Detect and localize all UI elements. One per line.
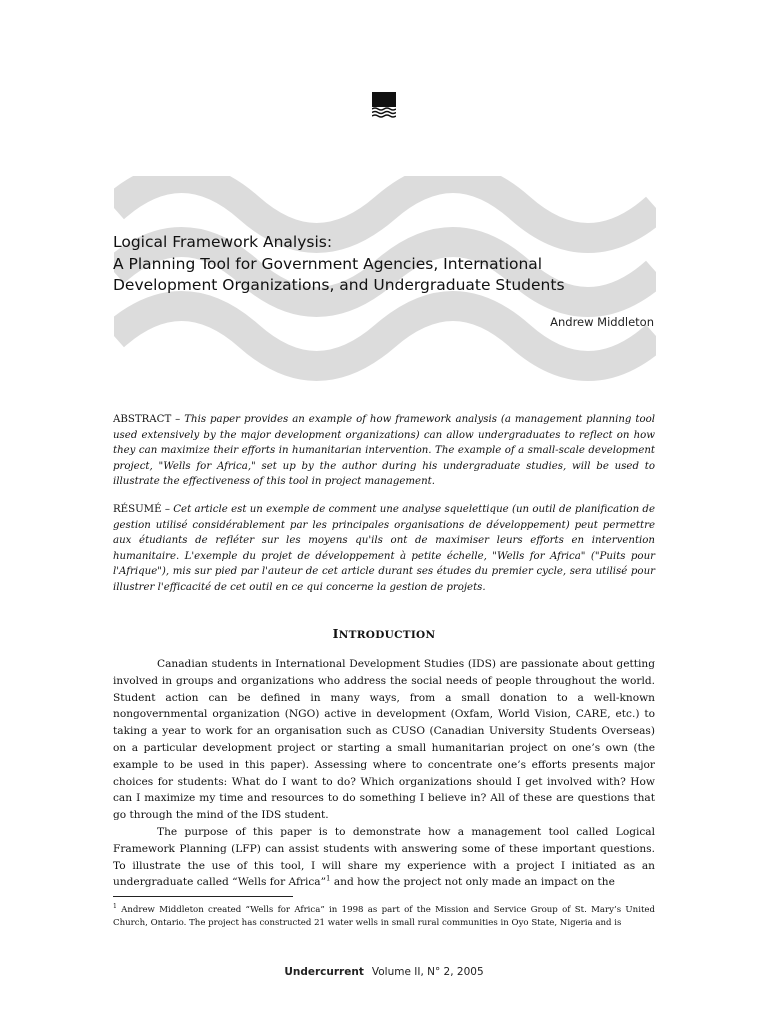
issue-info: Volume II, N° 2, 2005 xyxy=(371,966,484,978)
footnote-divider xyxy=(113,896,293,897)
paragraph-1: Canadian students in International Development Studies (IDS) are passionate about getting involved in groups and organizations who address the social needs of people throughout the world. Student action can be defined in many ways, from a small donation to a well-known nongovernmental organization (NGO) active in development (Oxfam, World Vision, CARE, etc.) to taking a year to work for an organisation such as CUSO (Canadian University Students Overseas) on a particular development project or starting a small humanitarian project on one’s own (the example to be used in this paper). Assessing where to concentrate one’s efforts presents major choices for students: What do I want to do? Which organizations should I get involved with? How can I maximize my time and resources to do something I believe in? All of these are questions that go through the mind of the IDS student. xyxy=(113,658,655,822)
title-line-2: A Planning Tool for Government Agencies, International xyxy=(113,254,543,273)
resume xyxy=(113,502,655,595)
body-text xyxy=(113,656,655,891)
footnote-mark: 1 xyxy=(113,903,117,911)
footnote xyxy=(113,904,655,929)
author-name: Andrew Middleton xyxy=(550,315,654,329)
paragraph-2-text-end: and how the project not only made an impact on the xyxy=(330,876,615,889)
section-rest: NTRODUCTION xyxy=(338,629,436,641)
title-line-3: Development Organizations, and Undergraduate Students xyxy=(113,276,565,294)
title-line-1: Logical Framework Analysis: xyxy=(113,233,333,251)
footnote-text: Andrew Middleton created “Wells for Africa” in 1998 as part of the Mission and Service Group of St. Mary’s United Church, Ontario. The project has constructed 21 water wells in small rural communities in Oyo State, Nigeria and is xyxy=(113,905,655,928)
section-heading-introduction xyxy=(0,626,768,641)
journal-name: Undercurrent xyxy=(284,966,364,978)
paper-title xyxy=(113,232,673,297)
footnote-ref[interactable]: 1 xyxy=(326,874,331,883)
journal-logo-icon xyxy=(372,92,396,118)
page-footer xyxy=(0,966,768,978)
abstract-text: This paper provides an example of how framework analysis (a management planning tool used extensively by the major development organizations) can allow undergraduates to reflect on how they can maximize their efforts in humanitarian intervention. The example of a small-scale development project, "Wells for Africa," set up by the author during his undergraduate studies, will be used to illustrate the effectiveness of this tool in project management. xyxy=(113,414,655,487)
paragraph-2 xyxy=(113,824,655,891)
resume-text: Cet article est un exemple de comment une analyse squelettique (un outil de planification de gestion utilisé considérablement par les principales organisations de développement) peut permettre aux étudiants de refléter sur les moyens qu'ils ont de maximiser leurs efforts en intervention humanitaire. L'exemple du projet de développement à petite échelle, "Wells for Africa" ("Puits pour l'Afrique"), mis sur pied par l'auteur de cet article durant ses études du premier cycle, sera utilisé pour illustrer l'efficacité de cet outil en ce qui concerne la gestion de projets. xyxy=(113,504,655,593)
section-initial: I xyxy=(332,626,339,641)
abstract-label: ABSTRACT – xyxy=(113,414,185,425)
paragraph-2-text: The purpose of this paper is to demonstrate how a management tool called Logical Framework Planning (LFP) can assist students with answering some of these important questions. To illustrate the use of this tool, I will share my experience with a project I initiated as an undergraduate called “Wells for Africa” xyxy=(113,825,655,889)
abstract xyxy=(113,412,655,490)
resume-label: RÉSUMÉ – xyxy=(113,504,174,515)
